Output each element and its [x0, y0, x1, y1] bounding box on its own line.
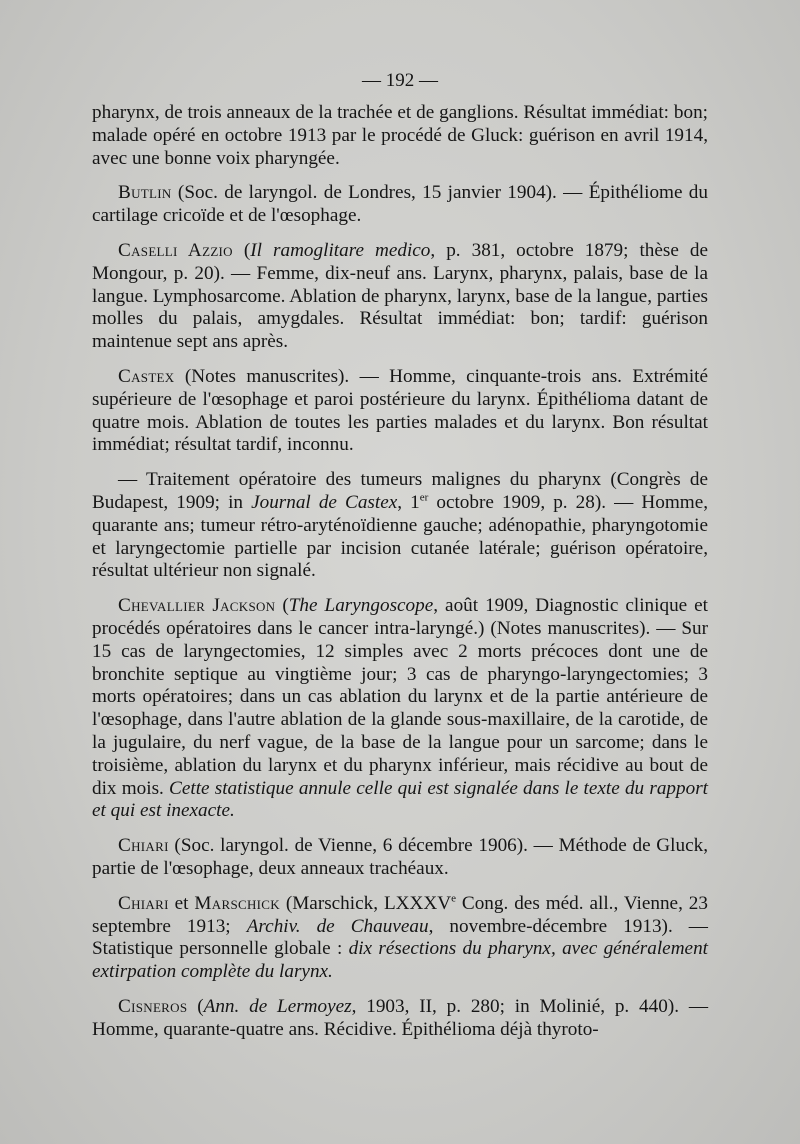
paragraph [92, 835, 708, 881]
text-segment: Journal de Castex [251, 491, 398, 513]
text-segment: octobre 1909, p. 28). — Homme, quarante ans; tumeur rétro-aryténoïdienne gauche; adénopathie, pharyngotomie et laryngectomie partielle par incision cutanée latérale; guérison opératoire, résultat ultérieur non signalé. [92, 491, 709, 582]
text-segment: — Traitement opératoire des tumeurs malignes du pharynx (Congrès de Budapest, 1909; in [92, 469, 708, 513]
text-segment: pharynx, de trois anneaux de la trachée et de ganglions. Résultat immédiat: bon; malade opéré en octobre 1913 par le procédé de Gluck: guérison en avril 1914, avec une bonne voix pharyngée. [92, 102, 708, 169]
author-name: Chevallier Jackson [118, 595, 276, 617]
text-segment: (Notes manuscrites). — Homme, cinquante-trois ans. Extrémité supérieure de l'œsophage et paroi postérieure du larynx. Épithélioma datant de quatre mois. Ablation de toutes les parties malades et du larynx. Bon résultat immédiat; résultat tardif, inconnu. [92, 365, 708, 456]
text-segment: , août 1909, Diagnostic clinique et procédés opératoires dans le cancer intra-laryngé.) (Notes manuscrites). — Sur 15 cas de laryngectomies, 12 simples avec 2 morts précoces dont une de bronchite septique au vingtième jour; 3 cas de pharyngo-laryngectomies; 3 morts opératoires; dans un cas ablation du larynx et de la partie antérieure de l'œsophage, dans l'autre ablation de la glande sous-maxillaire, de la carotide, de la jugulaire, du nerf vague, de la base de la langue pour un sarcome; dans le troisième, ablation du larynx et du pharynx inférieur, mais récidive au bout de dix mois. [92, 595, 709, 799]
text-segment: Cette statistique annule celle qui est signalée dans le texte du rapport et qui est inexacte. [92, 777, 708, 822]
text-segment: e [451, 892, 456, 905]
text-segment: The Laryngoscope [288, 595, 434, 617]
text-segment: er [419, 491, 429, 504]
text-segment: (Soc. de laryngol. de Londres, 15 janvier 1904). — Épithéliome du cartilage cricoïde et de l'œsophage. [92, 182, 708, 227]
author-name: Butlin [118, 182, 172, 204]
author-name: Castex [118, 365, 175, 387]
paragraph [92, 996, 708, 1042]
paragraph [92, 595, 708, 823]
text-segment: Cong. des méd. all., Vienne, 23 septembre 1913; [92, 892, 708, 937]
text-segment: Archiv. de Chauveau [246, 915, 429, 937]
text-segment: , novembre-décembre 1913). — Statistique personnelle globale : [92, 915, 708, 960]
text-segment: Il ramoglitare medico [250, 239, 431, 261]
text-segment: Ann. de Lermoyez [203, 995, 352, 1017]
text-segment: (Marschick, LXXXV [279, 892, 452, 914]
text-segment: , p. 381, octobre 1879; thèse de Mongour, p. 20). — Femme, dix-neuf ans. Larynx, pharynx, palais, base de la langue. Lymphosarcome. Ablation de pharynx, larynx, base de la langue, parties molles du palais, amygdales. Résultat immédiat: bon; tardif: guérison maintenue sept ans après. [92, 239, 708, 353]
author-name: Marschick [194, 892, 280, 914]
text-segment: et [168, 892, 195, 914]
paragraph [92, 182, 708, 228]
text-segment: , 1 [397, 491, 420, 513]
text-segment: ( [232, 239, 251, 261]
author-name: Chiari [118, 835, 169, 857]
text-segment: dix résections du pharynx, avec généralement extirpation complète du larynx. [92, 938, 708, 983]
paragraph [92, 893, 708, 984]
text-segment: ( [187, 995, 204, 1017]
text-body [92, 102, 708, 1053]
text-segment: , 1903, II, p. 280; in Molinié, p. 440). — Homme, quarante-quatre ans. Récidive. Épithélioma déjà thyroto- [92, 995, 709, 1040]
author-name: Cisneros [118, 995, 188, 1017]
paragraph [92, 240, 708, 354]
paragraph [92, 469, 708, 583]
paragraph [92, 102, 708, 170]
text-segment: (Soc. laryngol. de Vienne, 6 décembre 1906). — Méthode de Gluck, partie de l'œsophage, deux anneaux trachéaux. [92, 835, 708, 879]
page-number: — 192 — [362, 70, 438, 91]
author-name: Caselli Azzio [118, 239, 233, 261]
paragraph [92, 366, 708, 457]
author-name: Chiari [118, 892, 169, 914]
text-segment: ( [275, 595, 289, 617]
